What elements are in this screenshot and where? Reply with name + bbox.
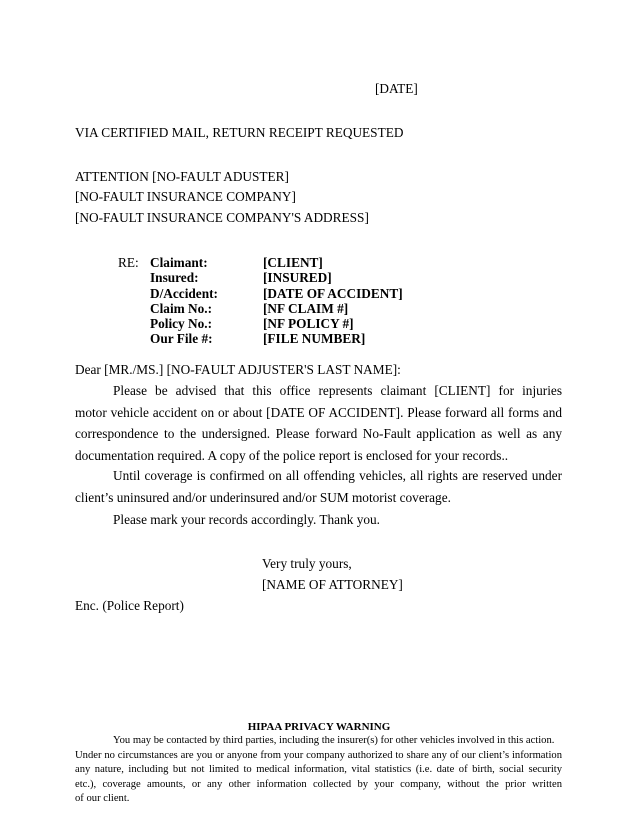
paragraph-line: Please mark your records accordingly. Thank you. [113, 512, 380, 527]
letter-date: [DATE] [375, 81, 418, 96]
delivery-method: VIA CERTIFIED MAIL, RETURN RECEIPT REQUESTED [75, 125, 404, 140]
re-file-value: [FILE NUMBER] [263, 331, 366, 347]
insurance-company-address: [NO-FAULT INSURANCE COMPANY'S ADDRESS] [75, 210, 369, 225]
paragraph-line: Please be advised that this office represents claimant [CLIENT] for injuries [113, 383, 562, 398]
re-claim-value: [NF CLAIM #] [263, 300, 349, 316]
paragraph-representation [75, 380, 562, 466]
re-block [150, 255, 403, 347]
re-accident-label: D/Accident: [150, 285, 218, 301]
re-accident-value: [DATE OF ACCIDENT] [263, 285, 403, 301]
re-label: RE: [118, 255, 139, 270]
paragraph-line: correspondence to the undersigned. Please forward No-Fault application as well as any [75, 426, 562, 442]
re-row-claim [150, 301, 403, 316]
re-policy-label: Policy No.: [150, 316, 213, 332]
re-row-accident [150, 286, 403, 301]
attorney-name: [NAME OF ATTORNEY] [262, 577, 403, 592]
closing: Very truly yours, [262, 556, 352, 571]
re-insured-label: Insured: [150, 270, 199, 286]
hipaa-line: Under no circumstances are you or anyone from your company authorized to share any of our client’s information [75, 749, 562, 761]
salutation: Dear [MR./MS.] [NO-FAULT ADJUSTER'S LAST NAME]: [75, 362, 401, 377]
hipaa-line: of our client. [75, 793, 130, 805]
re-claimant-value: [CLIENT] [263, 255, 323, 270]
re-row-claimant [150, 255, 403, 270]
re-claim-label: Claim No.: [150, 300, 213, 316]
paragraph-line: Until coverage is confirmed on all offending vehicles, all rights are reserved under [113, 468, 562, 483]
paragraph-line: client’s uninsured and/or underinsured and/or SUM motorist coverage. [75, 489, 451, 505]
hipaa-warning-text [75, 734, 562, 807]
re-row-policy [150, 316, 403, 331]
re-file-label: Our File #: [150, 331, 213, 347]
hipaa-line: any nature, including but not limited to medical information, vital statistics (i.e. date of birth, social security [75, 764, 562, 776]
paragraph-records [75, 509, 562, 531]
paragraph-line: motor vehicle accident on or about [DATE OF ACCIDENT]. Please forward all forms and [75, 404, 562, 420]
paragraph-coverage [75, 465, 562, 508]
re-insured-value: [INSURED] [263, 270, 332, 286]
attention-line: ATTENTION [NO-FAULT ADUSTER] [75, 169, 289, 184]
re-policy-value: [NF POLICY #] [263, 316, 354, 332]
re-row-insured [150, 270, 403, 285]
insurance-company: [NO-FAULT INSURANCE COMPANY] [75, 189, 296, 204]
enclosure-note: Enc. (Police Report) [75, 598, 184, 613]
paragraph-line: documentation required. A copy of the police report is enclosed for your records.. [75, 447, 509, 463]
re-claimant-label: Claimant: [150, 255, 208, 270]
re-row-file [150, 331, 403, 346]
hipaa-line: You may be contacted by third parties, including the insurer(s) for other vehicles involved in this action. [113, 735, 555, 746]
hipaa-title: HIPAA PRIVACY WARNING [247, 721, 391, 733]
hipaa-line: etc.), coverage amounts, or any other information collected by your company, without the prior written [75, 778, 562, 790]
